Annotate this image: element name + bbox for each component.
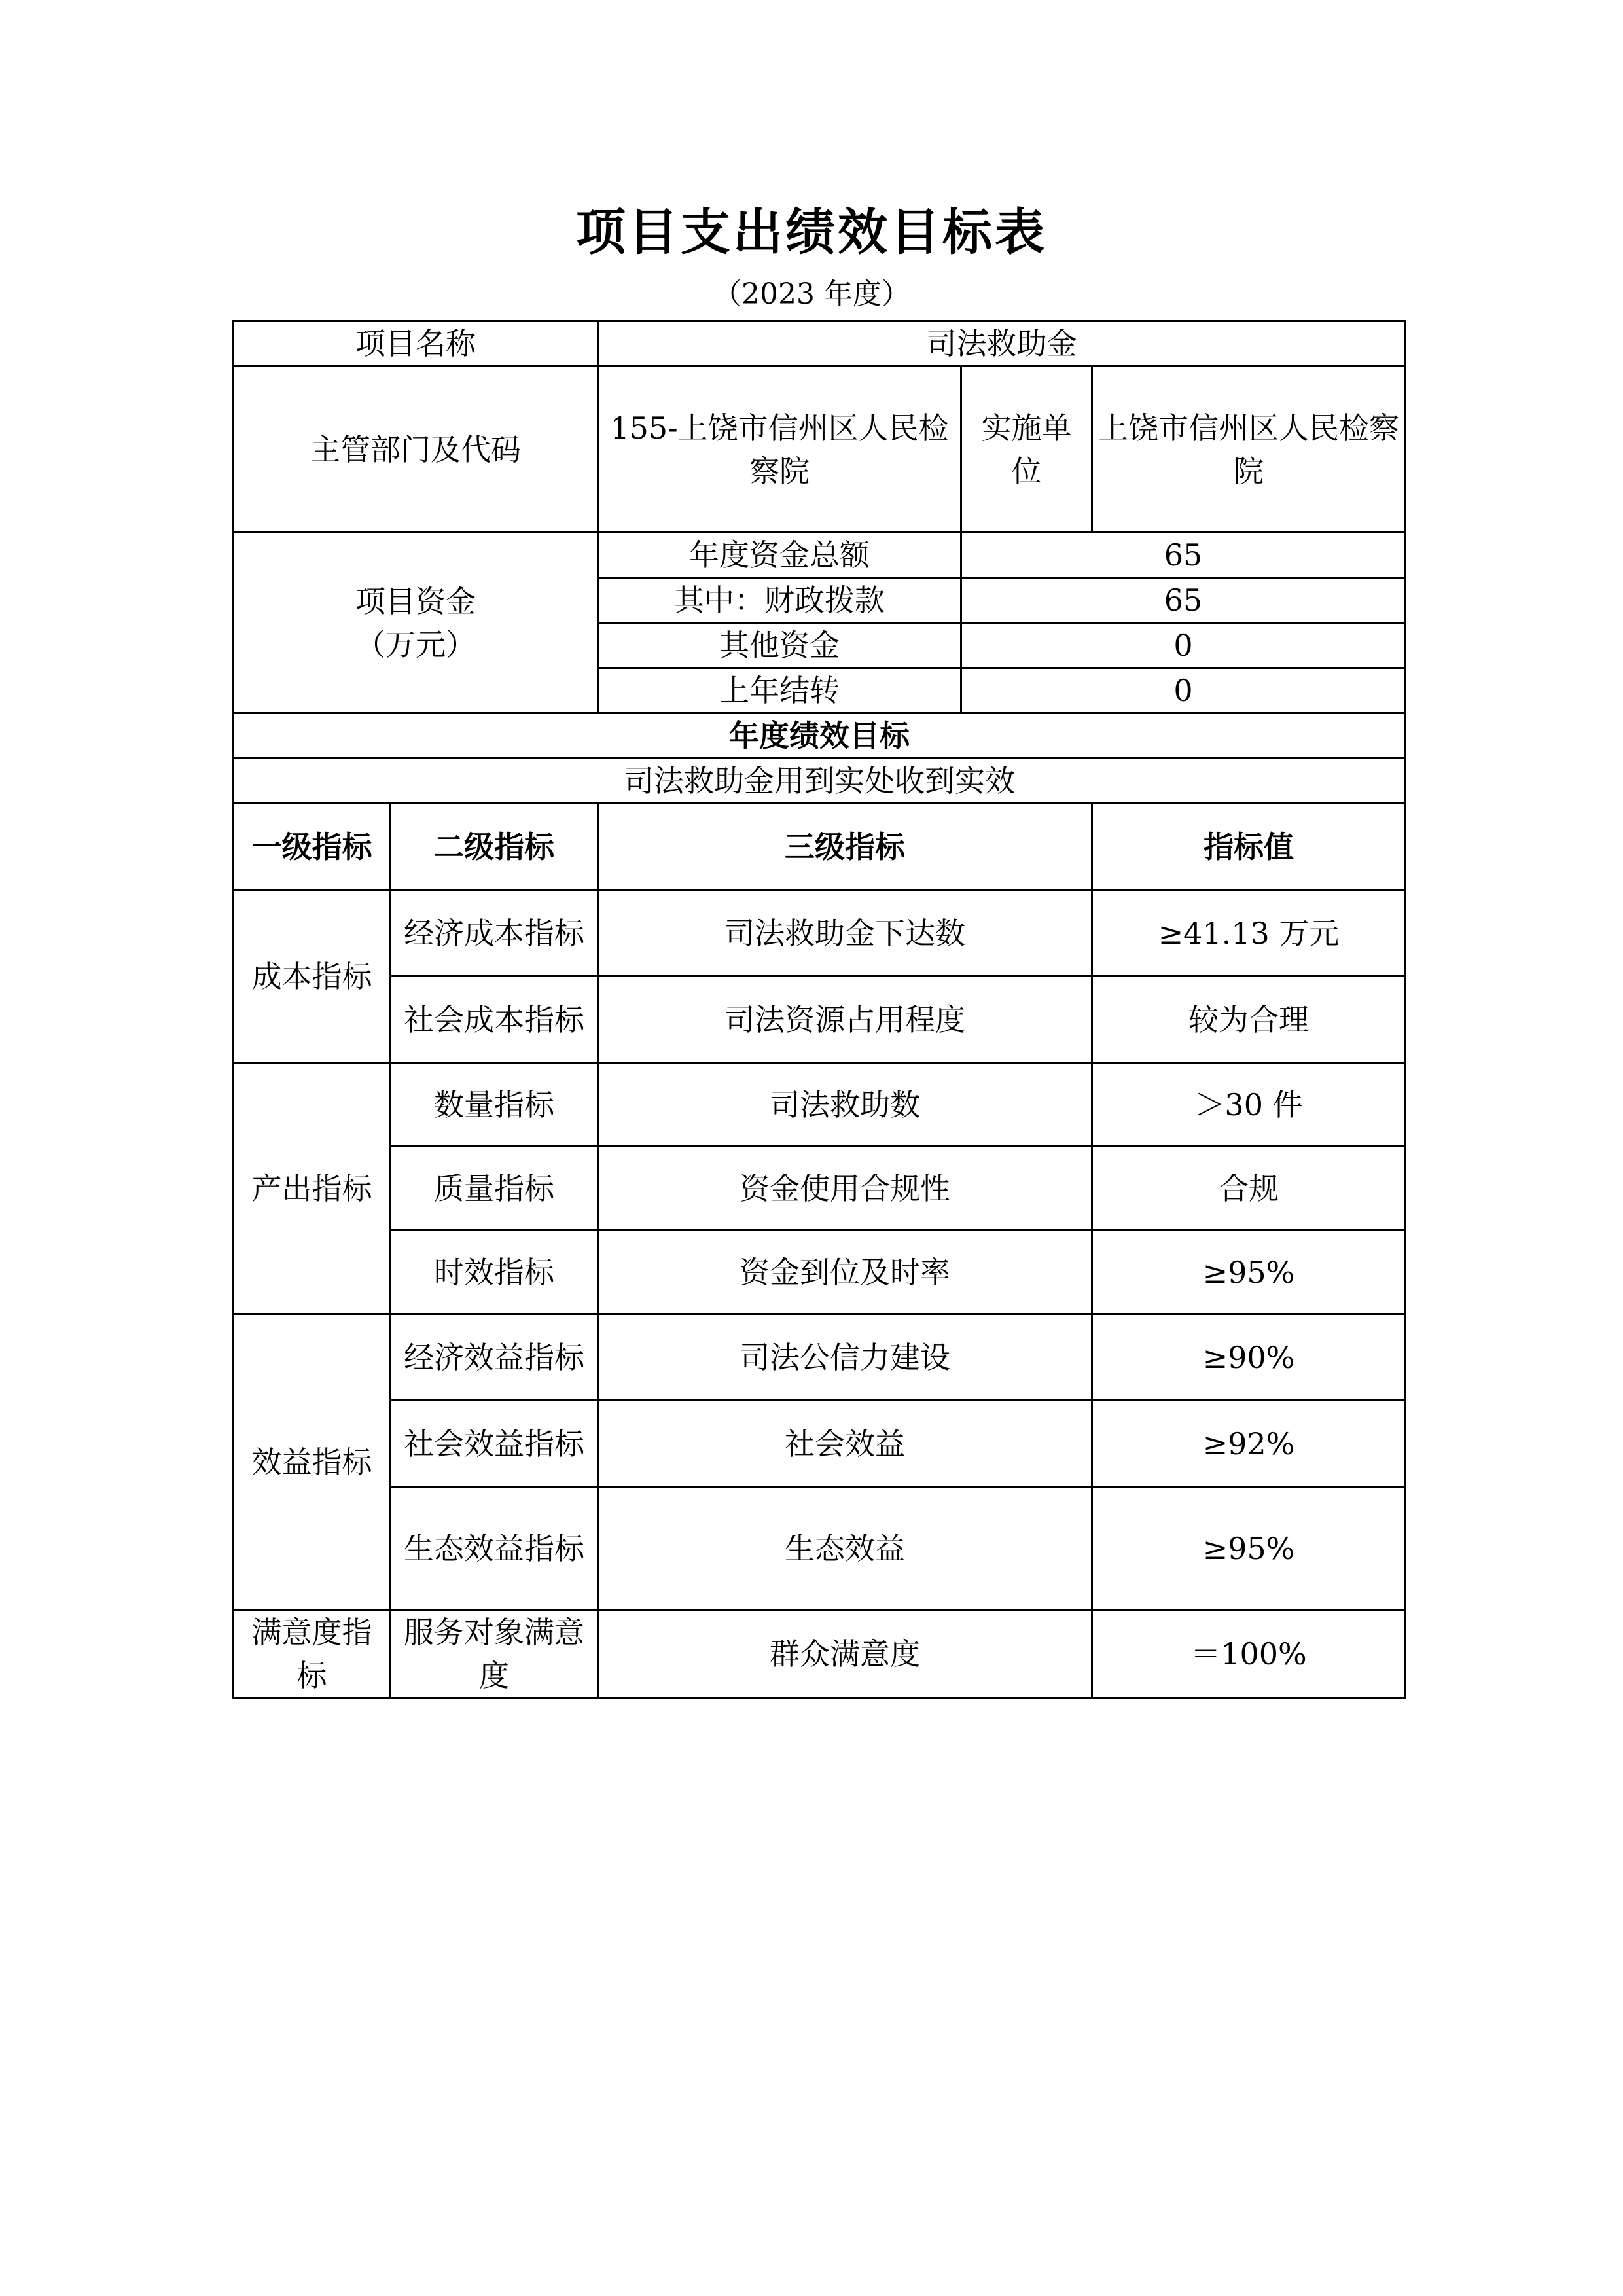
level1-header: 一级指标 (234, 804, 391, 890)
annual-goal-text-row (234, 759, 1406, 804)
fund-row-label: 其中：财政拨款 (598, 578, 961, 623)
level1-cell: 效益指标 (234, 1314, 391, 1610)
level1-cell: 产出指标 (234, 1063, 391, 1314)
indicator-value-cell: 合规 (1092, 1147, 1406, 1230)
fiscal-year: （2023 年度） (713, 278, 910, 311)
department-value: 155-上饶市信州区人民检察院 (598, 367, 961, 533)
annual-goal-heading-row (234, 713, 1406, 759)
fund-row (234, 533, 1406, 578)
project-funds-title: 项目资金 (355, 583, 476, 619)
indicator-value-cell: ≥95% (1092, 1230, 1406, 1314)
level3-header: 三级指标 (598, 804, 1092, 890)
indicator-value-cell: 较为合理 (1092, 977, 1406, 1063)
level1-cell: 满意度指标 (234, 1610, 391, 1698)
indicator-value-cell: ＞30 件 (1092, 1063, 1406, 1147)
fund-row-value: 0 (961, 623, 1406, 668)
implementing-unit-label: 实施单位 (961, 367, 1092, 533)
project-name-row (234, 321, 1406, 367)
level2-cell: 服务对象满意度 (391, 1610, 598, 1698)
fund-row-value: 65 (961, 578, 1406, 623)
indicator-value-cell: ≥95% (1092, 1487, 1406, 1610)
indicator-row (234, 1401, 1406, 1487)
level3-cell: 群众满意度 (598, 1610, 1092, 1698)
level3-cell: 司法资源占用程度 (598, 977, 1092, 1063)
level2-cell: 质量指标 (391, 1147, 598, 1230)
indicator-row (234, 1487, 1406, 1610)
indicator-row (234, 890, 1406, 977)
indicator-row (234, 1314, 1406, 1401)
annual-goal-text: 司法救助金用到实处收到实效 (234, 759, 1406, 804)
annual-goal-heading: 年度绩效目标 (234, 713, 1406, 759)
indicator-row (234, 1063, 1406, 1147)
indicator-row (234, 1147, 1406, 1230)
indicator-value-cell: ≥92% (1092, 1401, 1406, 1487)
level1-cell: 成本指标 (234, 890, 391, 1063)
fund-row-label: 上年结转 (598, 668, 961, 713)
fund-row-label: 年度资金总额 (598, 533, 961, 578)
project-name-label: 项目名称 (234, 321, 598, 367)
department-label: 主管部门及代码 (234, 367, 598, 533)
fund-row-label: 其他资金 (598, 623, 961, 668)
indicator-value-cell: ≥90% (1092, 1314, 1406, 1401)
indicator-value-header: 指标值 (1092, 804, 1406, 890)
level2-cell: 时效指标 (391, 1230, 598, 1314)
project-funds-label (234, 533, 598, 713)
indicator-value-cell: ＝100% (1092, 1610, 1406, 1698)
level3-cell: 司法公信力建设 (598, 1314, 1092, 1401)
fund-row-value: 0 (961, 668, 1406, 713)
indicator-header-row (234, 804, 1406, 890)
level2-cell: 经济效益指标 (391, 1314, 598, 1401)
level2-cell: 生态效益指标 (391, 1487, 598, 1610)
indicator-row (234, 977, 1406, 1063)
implementing-unit-value: 上饶市信州区人民检察院 (1092, 367, 1406, 533)
performance-goal-table (232, 320, 1406, 1699)
level2-cell: 经济成本指标 (391, 890, 598, 977)
level2-header: 二级指标 (391, 804, 598, 890)
level3-cell: 社会效益 (598, 1401, 1092, 1487)
indicator-value-cell: ≥41.13 万元 (1092, 890, 1406, 977)
page-title: 项目支出绩效目标表 (576, 203, 1047, 261)
level2-cell: 社会效益指标 (391, 1401, 598, 1487)
indicator-row (234, 1610, 1406, 1698)
level3-cell: 资金到位及时率 (598, 1230, 1092, 1314)
level3-cell: 生态效益 (598, 1487, 1092, 1610)
level2-cell: 社会成本指标 (391, 977, 598, 1063)
level3-cell: 司法救助数 (598, 1063, 1092, 1147)
department-row (234, 367, 1406, 533)
level3-cell: 司法救助金下达数 (598, 890, 1092, 977)
project-funds-unit: （万元） (355, 626, 476, 662)
level2-cell: 数量指标 (391, 1063, 598, 1147)
level3-cell: 资金使用合规性 (598, 1147, 1092, 1230)
fund-row-value: 65 (961, 533, 1406, 578)
indicator-row (234, 1230, 1406, 1314)
project-name-value: 司法救助金 (598, 321, 1406, 367)
